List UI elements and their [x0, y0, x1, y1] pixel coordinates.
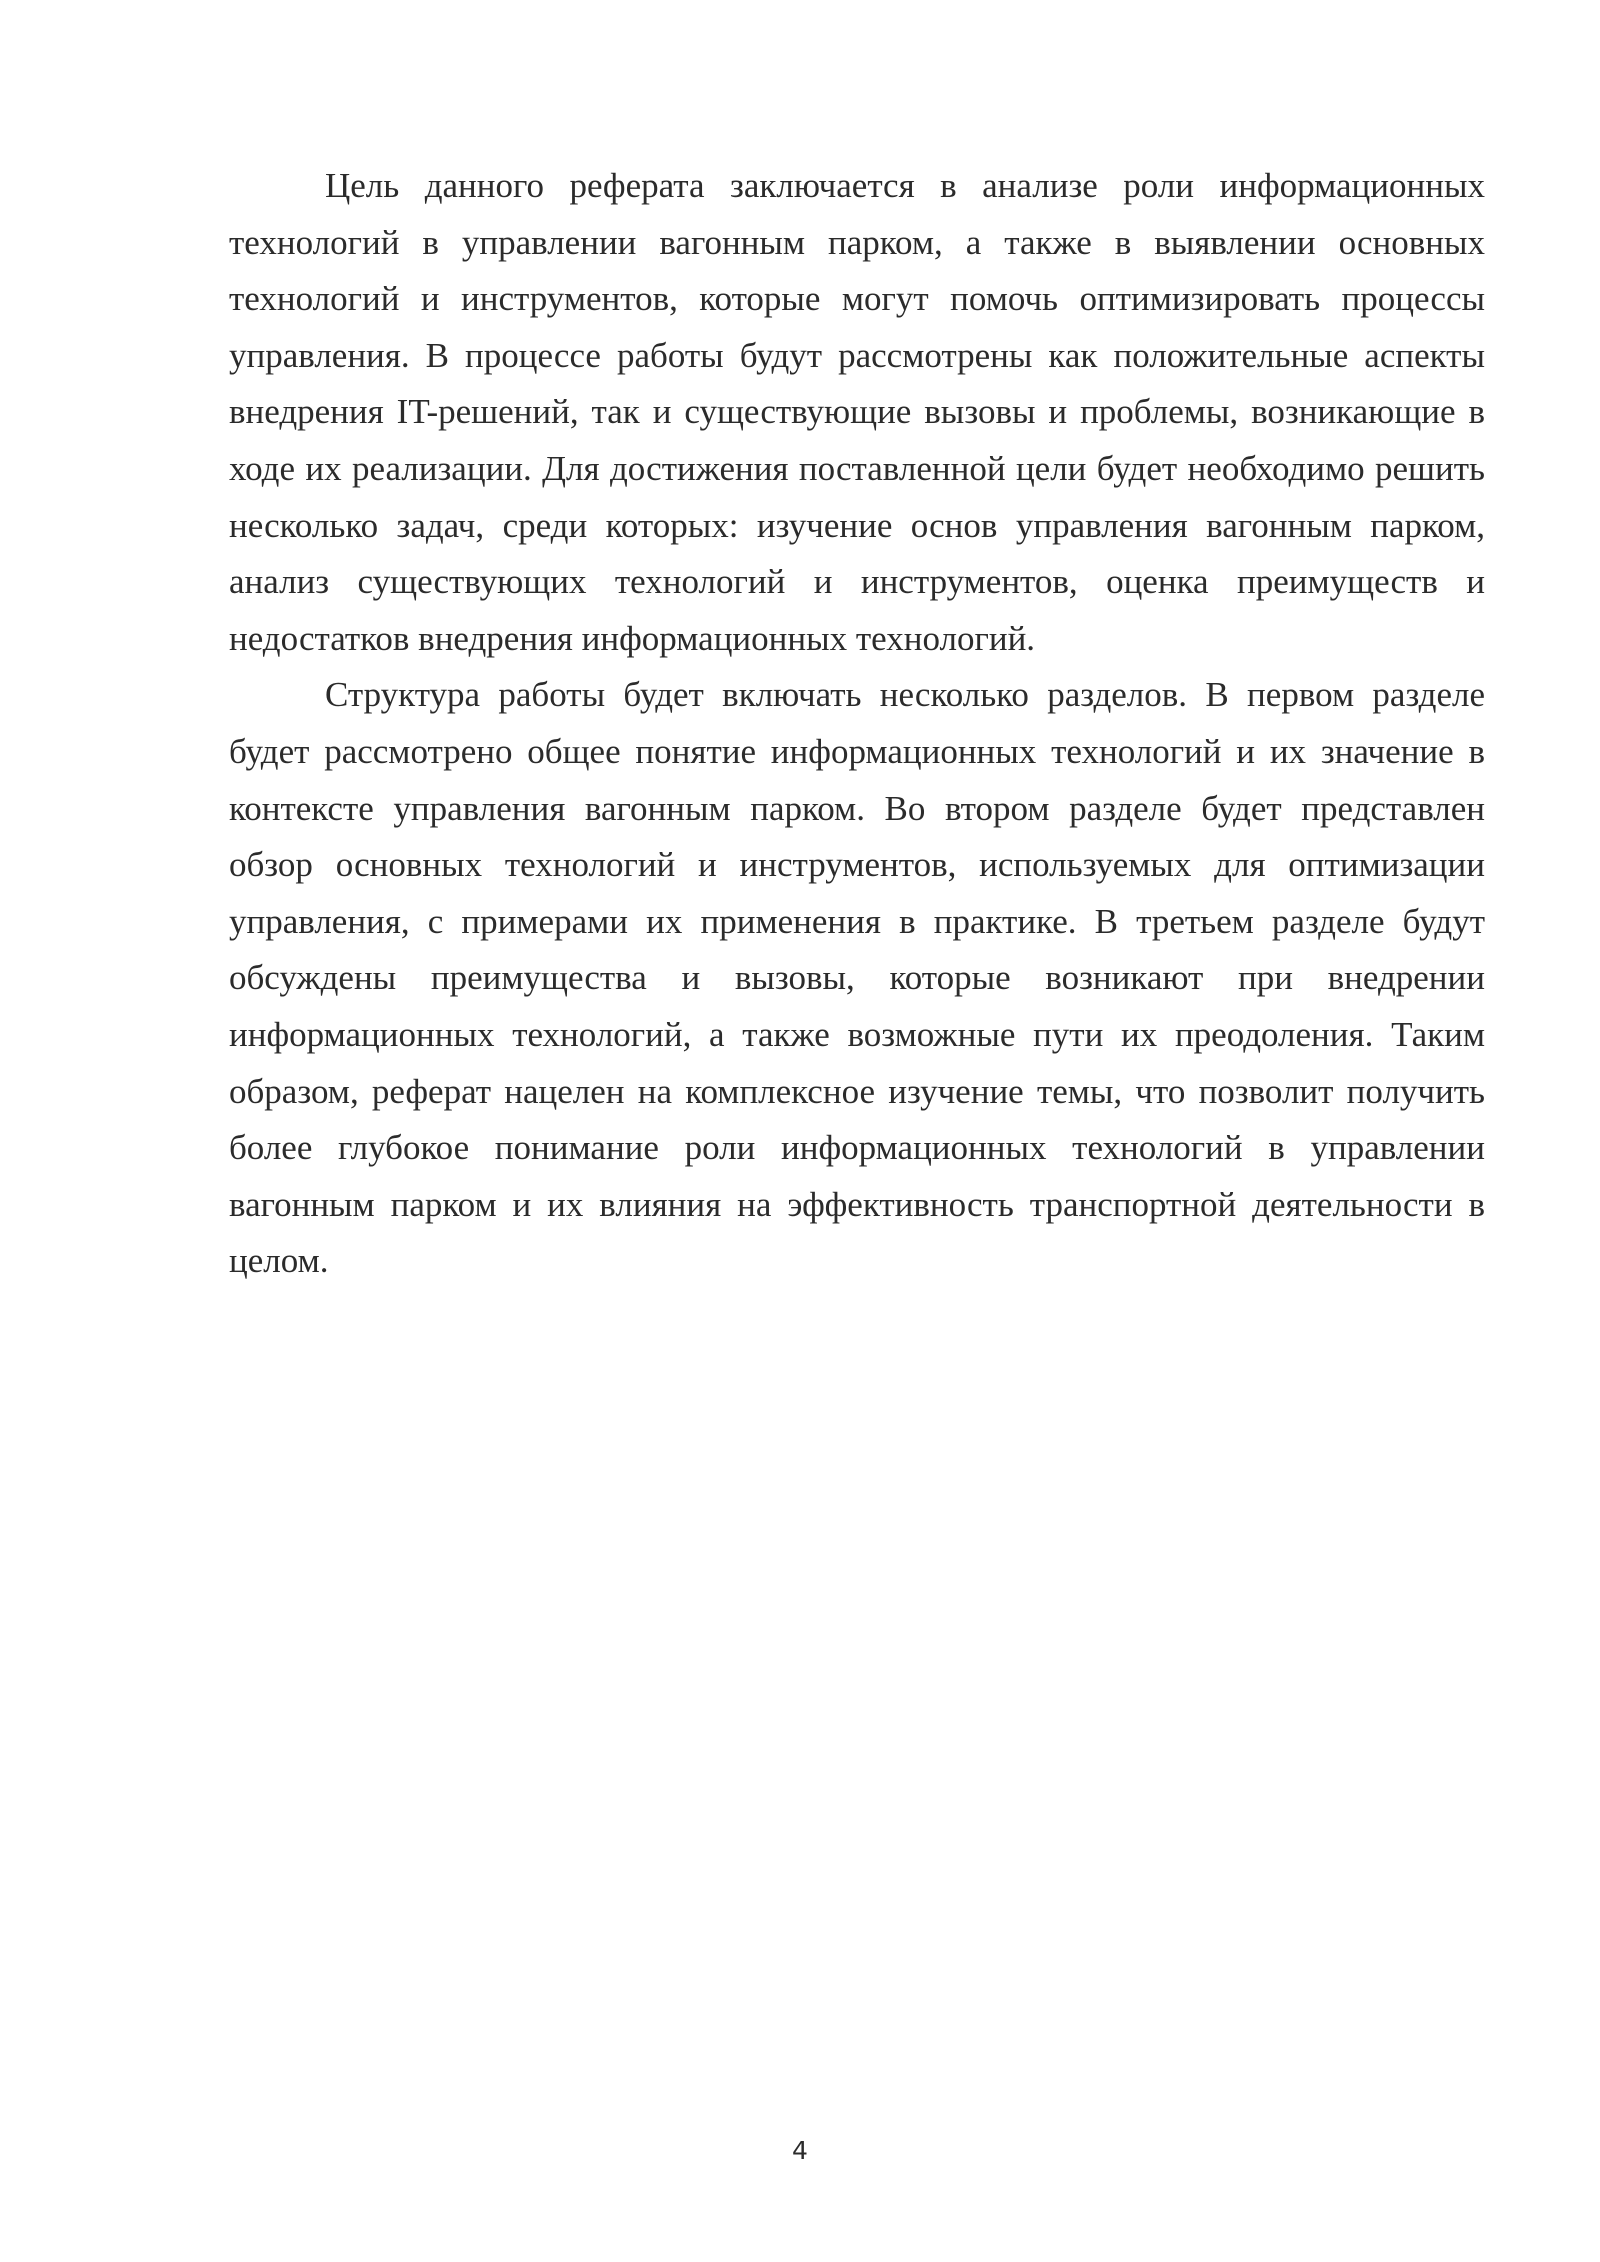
page-number: 4	[792, 2136, 808, 2165]
paragraph-goal: Цель данного реферата заключается в анализе роли информационных технологий в управлении вагонным парком, а также в выявлении основных технологий и инструментов, которые могут помочь оптимизировать процессы управления. В процессе работы будут рассмотрены как положительные аспекты внедрения IT-решений, так и существующие вызовы и проблемы, возникающие в ходе их реализации. Для достижения поставленной цели будет необходимо решить несколько задач, среди которых: изучение основ управления вагонным парком, анализ существующих технологий и инструментов, оценка преимуществ и недостатков внедрения информационных технологий.	[229, 166, 1485, 658]
document-body	[229, 158, 1485, 1290]
paragraph-structure: Структура работы будет включать несколько разделов. В первом разделе будет рассмотрено общее понятие информационных технологий и их значение в контексте управления вагонным парком. Во втором разделе будет представлен обзор основных технологий и инструментов, используемых для оптимизации управления, с примерами их применения в практике. В третьем разделе будут обсуждены преимущества и вызовы, которые возникают при внедрении информационных технологий, а также возможные пути их преодоления. Таким образом, реферат нацелен на комплексное изучение темы, что позволит получить более глубокое понимание роли информационных технологий в управлении вагонным парком и их влияния на эффективность транспортной деятельности в целом.	[229, 675, 1485, 1281]
